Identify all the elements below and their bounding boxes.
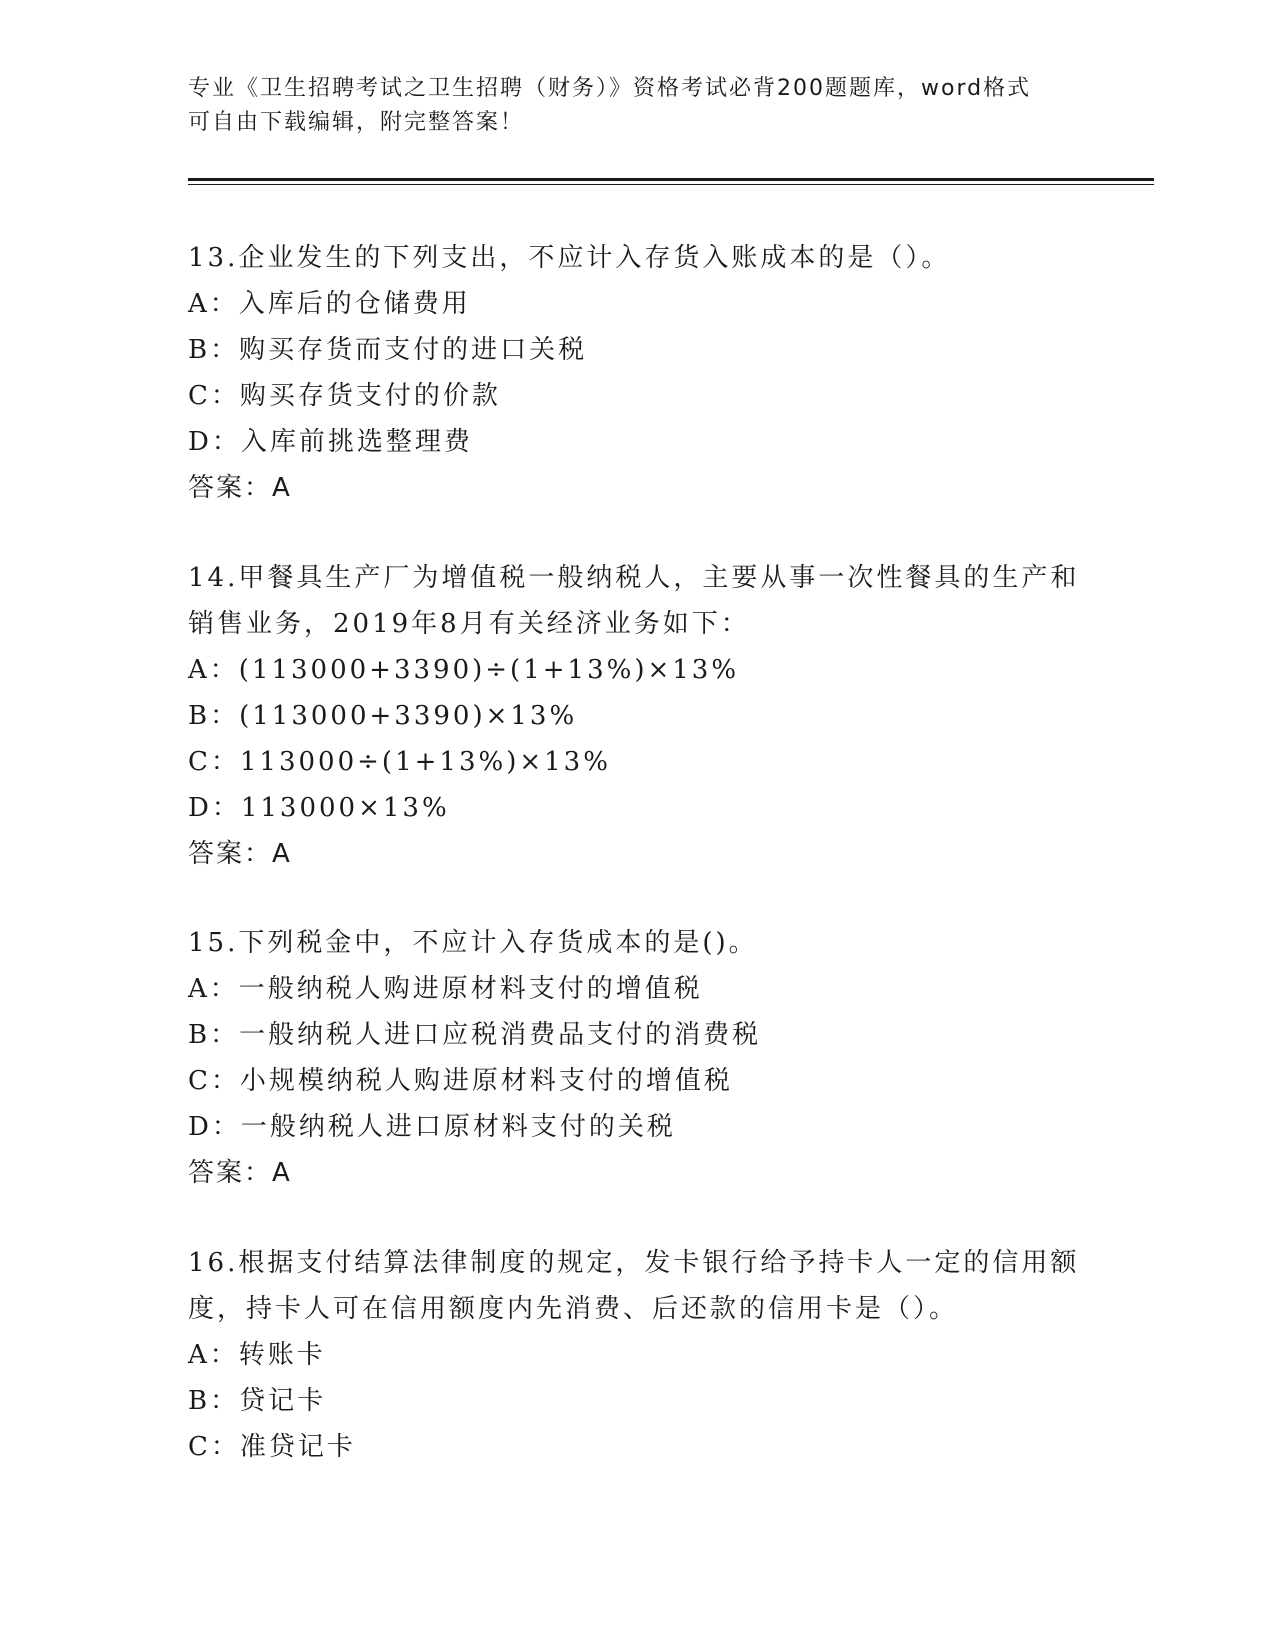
option-d: D：入库前挑选整理费 (188, 427, 473, 457)
header-line-1: 专业《卫生招聘考试之卫生招聘（财务）》资格考试必背200题题库，word格式 (188, 76, 1032, 101)
option-a: A：(113000+3390)÷(1+13%)×13% (188, 655, 740, 685)
option-c: C：113000÷(1+13%)×13% (188, 747, 611, 777)
header-divider-thick (188, 178, 1154, 181)
document-header (188, 72, 1088, 140)
question-14 (188, 555, 1088, 877)
option-c: C：小规模纳税人购进原材料支付的增值税 (188, 1066, 733, 1096)
answer: 答案：A (188, 473, 292, 503)
question-15 (188, 920, 1088, 1196)
option-d: D：113000×13% (188, 793, 450, 823)
option-b: B：贷记卡 (188, 1386, 327, 1416)
question-stem-line-1: 14.甲餐具生产厂为增值税一般纳税人，主要从事一次性餐具的生产和 (188, 563, 1080, 593)
option-a: A：转账卡 (188, 1340, 326, 1370)
answer: 答案：A (188, 839, 292, 869)
question-stem-line-2: 销售业务，2019年8月有关经济业务如下： (188, 609, 750, 639)
header-line-2: 可自由下载编辑，附完整答案！ (188, 110, 525, 135)
option-a: A：入库后的仓储费用 (188, 289, 471, 319)
option-c: C：购买存货支付的价款 (188, 381, 501, 411)
question-16 (188, 1240, 1088, 1470)
option-b: B：(113000+3390)×13% (188, 701, 578, 731)
option-d: D：一般纳税人进口原材料支付的关税 (188, 1112, 676, 1142)
question-stem-line-2: 度，持卡人可在信用额度内先消费、后还款的信用卡是（）。 (188, 1294, 959, 1324)
header-divider-thin (188, 184, 1154, 185)
answer: 答案：A (188, 1158, 292, 1188)
option-b: B：购买存货而支付的进口关税 (188, 335, 588, 365)
question-13 (188, 235, 1088, 511)
question-stem: 15.下列税金中，不应计入存货成本的是()。 (188, 928, 758, 958)
question-stem: 13.企业发生的下列支出，不应计入存货入账成本的是（）。 (188, 243, 951, 273)
option-c: C：准贷记卡 (188, 1432, 356, 1462)
option-a: A：一般纳税人购进原材料支付的增值税 (188, 974, 703, 1004)
question-stem-line-1: 16.根据支付结算法律制度的规定，发卡银行给予持卡人一定的信用额 (188, 1248, 1080, 1278)
option-b: B：一般纳税人进口应税消费品支付的消费税 (188, 1020, 762, 1050)
